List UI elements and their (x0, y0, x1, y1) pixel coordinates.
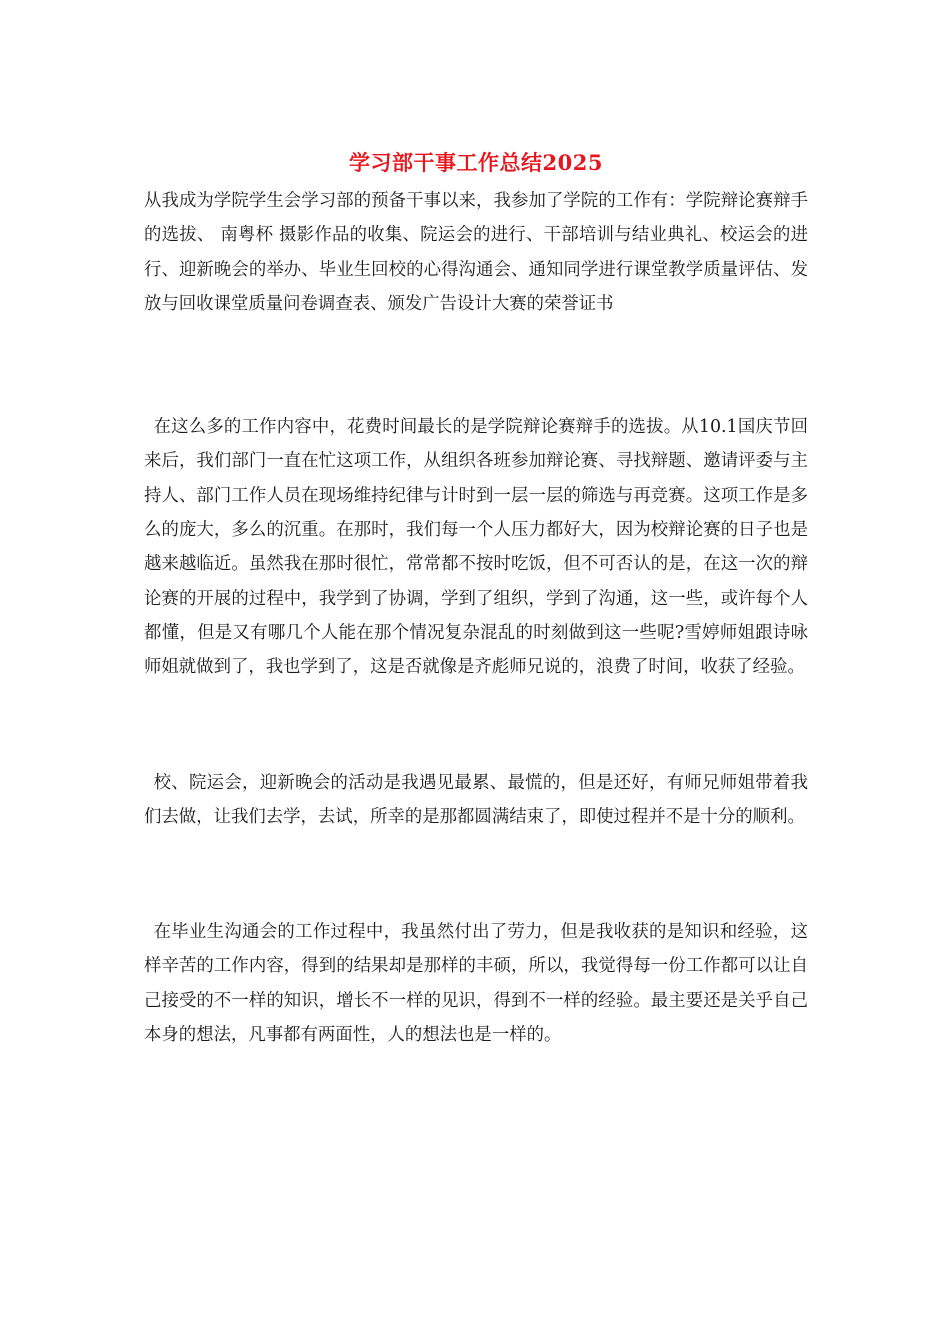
paragraph-sports-meet: 校、院运会，迎新晚会的活动是我遇见最累、最慌的，但是还好，有师兄师姐带着我们去做，让我们去学，去试，所幸的是那都圆满结束了，即使过程并不是十分的顺利。 (144, 772, 808, 827)
document-title: 学习部干事工作总结2025 (349, 150, 603, 175)
paragraph-spacer (144, 834, 808, 915)
paragraph-graduate-meeting: 在毕业生沟通会的工作过程中，我虽然付出了劳力，但是我收获的是知识和经验，这样辛苦的工作内容，得到的结果却是那样的丰硕，所以，我觉得每一份工作都可以让自己接受的不一样的知识，增长不一样的见识，得到不一样的经验。最主要还是关乎自己本身的想法，凡事都有两面性，人的想法也是一样的。 (144, 922, 808, 1046)
paragraph-spacer (144, 685, 808, 766)
document-page (144, 148, 808, 1052)
paragraph-intro: 从我成为学院学生会学习部的预备干事以来，我参加了学院的工作有：学院辩论赛辩手的选拔、 南粤杯 摄影作品的收集、院运会的进行、干部培训与结业典礼、校运会的进行、迎新晚会的举办、毕业生回校的心得沟通会、通知同学进行课堂教学质量评估、发放与回收课堂质量问卷调查表、颁发广告设计大赛的荣誉证书 (144, 191, 808, 314)
paragraph-spacer (144, 321, 808, 410)
paragraph-debate: 在这么多的工作内容中，花费时间最长的是学院辩论赛辩手的选拔。从10.1国庆节回来后，我们部门一直在忙这项工作，从组织各班参加辩论赛、寻找辩题、邀请评委与主持人、部门工作人员在现场维持纪律与计时到一层一层的筛选与再竞赛。这项工作是多么的庞大，多么的沉重。在那时，我们每一个人压力都好大，因为校辩论赛的日子也是越来越临近。虽然我在那时很忙，常常都不按时吃饭，但不可否认的是，在这一次的辩论赛的开展的过程中，我学到了协调，学到了组织，学到了沟通，这一些，或许每个人都懂，但是又有哪几个人能在那个情况复杂混乱的时刻做到这一些呢?雪婷师姐跟诗咏师姐就做到了，我也学到了，这是否就像是齐彪师兄说的，浪费了时间，收获了经验。 (144, 417, 808, 678)
